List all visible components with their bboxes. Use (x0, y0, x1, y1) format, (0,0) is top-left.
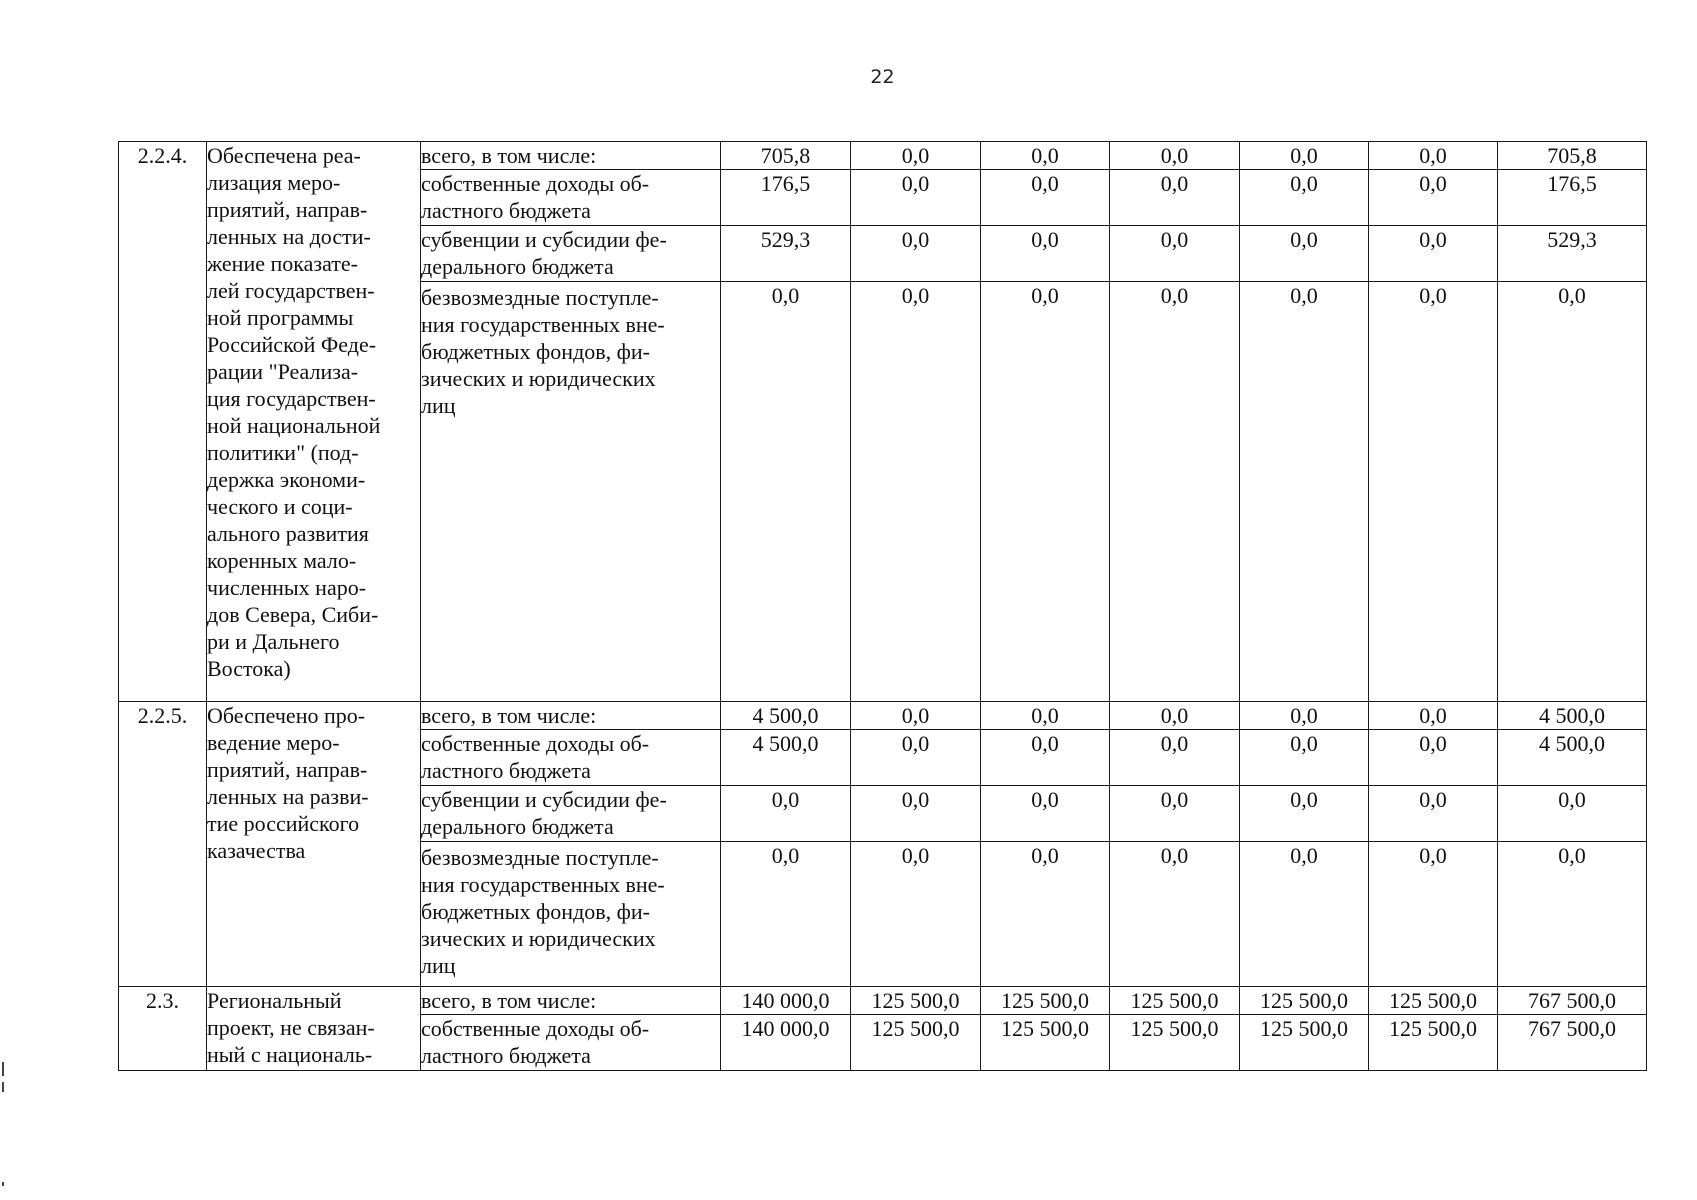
funding-source (421, 282, 721, 702)
amount-cell: 0,0 (1110, 170, 1240, 226)
table-body (119, 142, 1647, 1071)
amount-cell: 705,8 (721, 142, 851, 170)
table-row (119, 987, 1647, 1015)
funding-source (421, 170, 721, 226)
text-line: ластного бюджета (421, 758, 591, 783)
amount-cell: 529,3 (1498, 226, 1647, 282)
text-line: политики" (под- (207, 440, 359, 465)
text-line: держка экономи- (207, 467, 366, 492)
scan-edge-mark (2, 1182, 4, 1186)
text-line: ленных на разви- (207, 784, 369, 809)
amount-cell: 0,0 (981, 730, 1110, 786)
section-number: 2.2.5. (119, 702, 207, 987)
text-line: собственные доходы об- (421, 731, 650, 756)
amount-cell: 0,0 (851, 702, 981, 730)
text-line: ция государствен- (207, 386, 376, 411)
amount-cell: 0,0 (1110, 142, 1240, 170)
section-number: 2.3. (119, 987, 207, 1071)
amount-cell: 125 500,0 (851, 1015, 981, 1071)
text-line: лизация меро- (207, 170, 341, 195)
amount-cell: 0,0 (1110, 226, 1240, 282)
amount-cell: 0,0 (1369, 226, 1498, 282)
amount-cell: 4 500,0 (1498, 702, 1647, 730)
amount-cell: 0,0 (851, 226, 981, 282)
text-line: зических и юридических (421, 366, 656, 391)
funding-source: всего, в том числе: (421, 702, 721, 730)
amount-cell: 0,0 (981, 842, 1110, 987)
amount-cell: 140 000,0 (721, 987, 851, 1015)
amount-cell: 125 500,0 (1369, 1015, 1498, 1071)
amount-cell: 125 500,0 (981, 1015, 1110, 1071)
amount-cell: 0,0 (1240, 170, 1369, 226)
text-line: безвозмездные поступле- (421, 285, 659, 310)
text-line: тие российского (207, 811, 360, 836)
text-line: ной национальной (207, 413, 381, 438)
funding-source (421, 226, 721, 282)
amount-cell: 0,0 (1240, 702, 1369, 730)
amount-cell: 529,3 (721, 226, 851, 282)
amount-cell: 767 500,0 (1498, 1015, 1647, 1071)
table-row (119, 142, 1647, 170)
section-description (207, 987, 421, 1071)
amount-cell: 0,0 (1240, 142, 1369, 170)
amount-cell: 4 500,0 (721, 730, 851, 786)
text-line: ния государственных вне- (421, 312, 665, 337)
funding-source: всего, в том числе: (421, 987, 721, 1015)
amount-cell: 0,0 (1110, 730, 1240, 786)
text-line: лиц (421, 393, 456, 418)
amount-cell: 0,0 (851, 142, 981, 170)
funding-source (421, 842, 721, 987)
text-line: Востока) (207, 656, 291, 681)
amount-cell: 140 000,0 (721, 1015, 851, 1071)
amount-cell: 0,0 (981, 786, 1110, 842)
amount-cell: 176,5 (1498, 170, 1647, 226)
text-line: ческого и соци- (207, 494, 353, 519)
text-line: ведение меро- (207, 730, 340, 755)
amount-cell: 0,0 (1240, 282, 1369, 702)
amount-cell: 0,0 (851, 842, 981, 987)
amount-cell: 0,0 (1110, 842, 1240, 987)
amount-cell: 0,0 (1240, 730, 1369, 786)
text-line: ального развития (207, 521, 369, 546)
text-line: бюджетных фондов, фи- (421, 899, 651, 924)
amount-cell: 0,0 (851, 730, 981, 786)
amount-cell: 0,0 (851, 282, 981, 702)
amount-cell: 0,0 (851, 786, 981, 842)
scan-edge-mark (2, 1062, 4, 1076)
text-line: казачества (207, 838, 306, 863)
amount-cell: 125 500,0 (1110, 1015, 1240, 1071)
text-line: Обеспечена реа- (207, 143, 361, 168)
amount-cell: 0,0 (1240, 226, 1369, 282)
text-line: ный с националь- (207, 1042, 373, 1067)
funding-source (421, 730, 721, 786)
text-line: дерального бюджета (421, 814, 614, 839)
amount-cell: 125 500,0 (1369, 987, 1498, 1015)
amount-cell: 0,0 (1110, 282, 1240, 702)
section-description (207, 702, 421, 987)
text-line: ной программы (207, 305, 354, 330)
text-line: Региональный (207, 988, 342, 1013)
amount-cell: 0,0 (1369, 730, 1498, 786)
text-line: субвенции и субсидии фе- (421, 227, 667, 252)
amount-cell: 705,8 (1498, 142, 1647, 170)
text-line: ластного бюджета (421, 1043, 591, 1068)
text-line: лиц (421, 953, 456, 978)
amount-cell: 0,0 (1498, 842, 1647, 987)
text-line: зических и юридических (421, 926, 656, 951)
amount-cell: 125 500,0 (1110, 987, 1240, 1015)
funding-source: всего, в том числе: (421, 142, 721, 170)
text-line: коренных мало- (207, 548, 357, 573)
amount-cell: 0,0 (1369, 142, 1498, 170)
amount-cell: 176,5 (721, 170, 851, 226)
amount-cell: 0,0 (981, 282, 1110, 702)
amount-cell: 767 500,0 (1498, 987, 1647, 1015)
amount-cell: 0,0 (981, 702, 1110, 730)
text-line: лей государствен- (207, 278, 375, 303)
text-line: ния государственных вне- (421, 872, 665, 897)
text-line: дов Севера, Сиби- (207, 602, 379, 627)
text-line: жение показате- (207, 251, 358, 276)
amount-cell: 4 500,0 (1498, 730, 1647, 786)
amount-cell: 0,0 (1110, 702, 1240, 730)
text-line: проект, не связан- (207, 1015, 375, 1040)
amount-cell: 125 500,0 (1240, 987, 1369, 1015)
text-line: бюджетных фондов, фи- (421, 339, 651, 364)
text-line: субвенции и субсидии фе- (421, 787, 667, 812)
amount-cell: 0,0 (1110, 786, 1240, 842)
text-line: рации "Реализа- (207, 359, 359, 384)
text-line: ленных на дости- (207, 224, 371, 249)
text-line: дерального бюджета (421, 254, 614, 279)
amount-cell: 0,0 (1240, 842, 1369, 987)
text-line: собственные доходы об- (421, 1016, 650, 1041)
text-line: приятий, направ- (207, 197, 368, 222)
text-line: Обеспечено про- (207, 703, 366, 728)
scan-edge-mark (2, 1082, 4, 1092)
amount-cell: 0,0 (721, 282, 851, 702)
text-line: Российской Феде- (207, 332, 377, 357)
amount-cell: 4 500,0 (721, 702, 851, 730)
text-line: безвозмездные поступле- (421, 845, 659, 870)
page-number: 22 (870, 66, 895, 88)
amount-cell: 0,0 (1498, 786, 1647, 842)
text-line: ри и Дальнего (207, 629, 340, 654)
text-line: собственные доходы об- (421, 171, 650, 196)
funding-source (421, 1015, 721, 1071)
amount-cell: 0,0 (1369, 842, 1498, 987)
amount-cell: 125 500,0 (1240, 1015, 1369, 1071)
amount-cell: 0,0 (1369, 282, 1498, 702)
amount-cell: 125 500,0 (981, 987, 1110, 1015)
section-number: 2.2.4. (119, 142, 207, 702)
amount-cell: 0,0 (1369, 702, 1498, 730)
amount-cell: 125 500,0 (851, 987, 981, 1015)
text-line: приятий, направ- (207, 757, 368, 782)
section-description (207, 142, 421, 702)
amount-cell: 0,0 (981, 170, 1110, 226)
text-line: ластного бюджета (421, 198, 591, 223)
text-line: численных наро- (207, 575, 367, 600)
table-row (119, 702, 1647, 730)
amount-cell: 0,0 (721, 786, 851, 842)
amount-cell: 0,0 (1498, 282, 1647, 702)
amount-cell: 0,0 (1369, 786, 1498, 842)
amount-cell: 0,0 (1240, 786, 1369, 842)
amount-cell: 0,0 (981, 142, 1110, 170)
budget-table (118, 141, 1647, 1071)
amount-cell: 0,0 (981, 226, 1110, 282)
amount-cell: 0,0 (1369, 170, 1498, 226)
amount-cell: 0,0 (721, 842, 851, 987)
amount-cell: 0,0 (851, 170, 981, 226)
funding-source (421, 786, 721, 842)
